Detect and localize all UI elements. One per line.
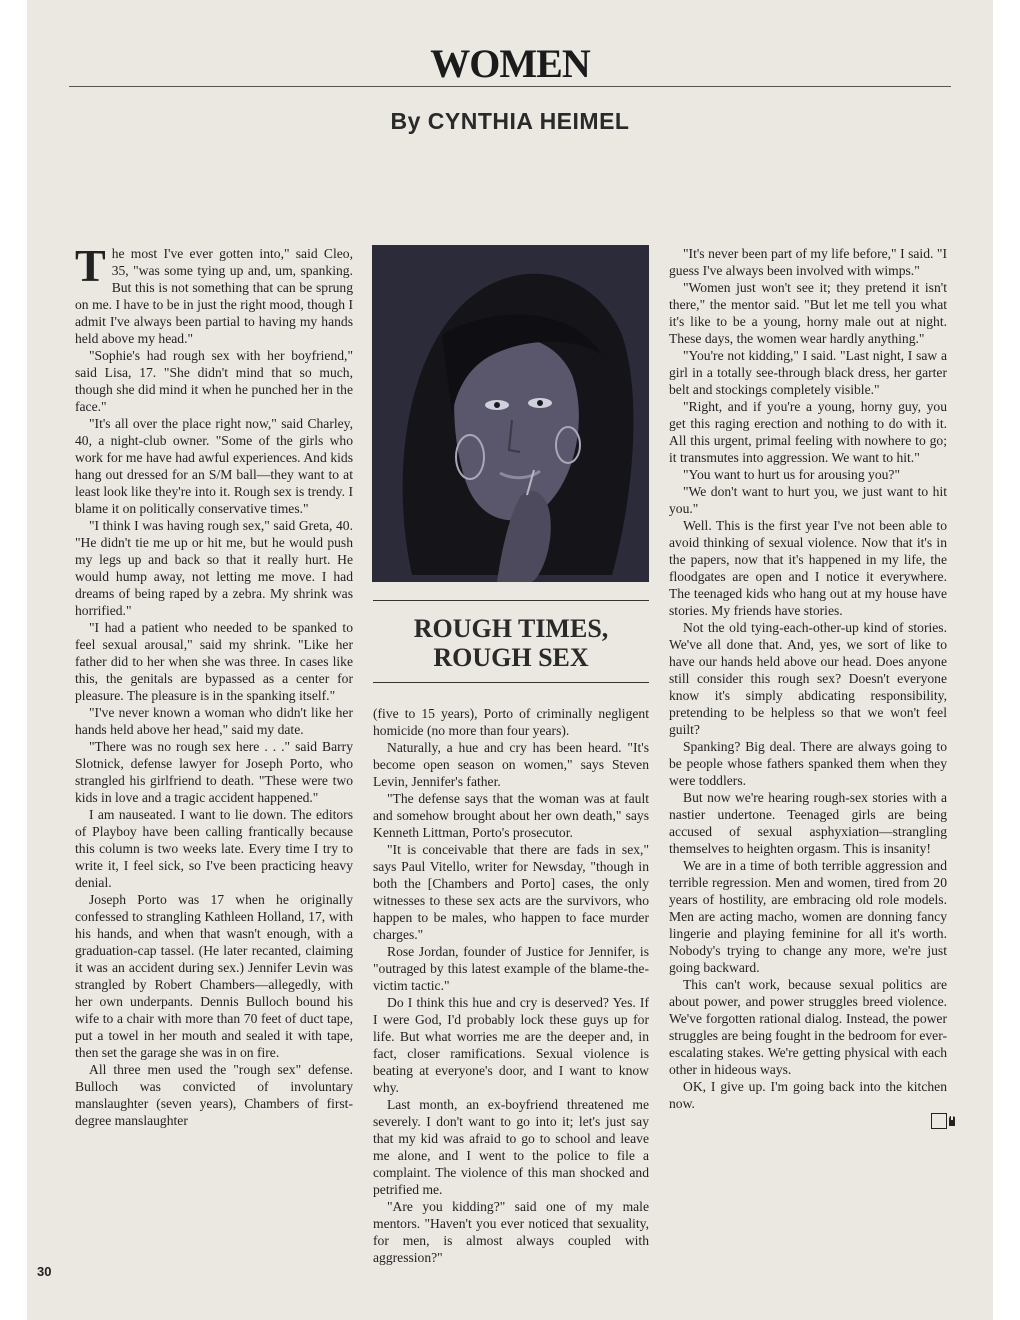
paragraph: "I've never known a woman who didn't like her hands held above her head," said my date.: [75, 705, 353, 737]
paragraph: Spanking? Big deal. There are always going to be people whose fathers spanked them when they were toddlers.: [669, 739, 947, 788]
paragraph: "I had a patient who needed to be spanked to feel sexual arousal," said my shrink. "Like her father did to her when she was three. In cases like this, the genitals are bypassed as a center for pleasure. The pleasure is in the spanking itself.": [75, 620, 353, 703]
text-column-3: [669, 245, 947, 1130]
section-title: WOMEN: [430, 41, 590, 86]
article-title-line-2: ROUGH SEX: [433, 643, 589, 672]
paragraph: Well. This is the first year I've not been able to avoid thinking of sexual violence. Now that it's in the papers, now that it's happened in my life, the floodgates are open and I notice it everywhere. The teenaged kids who hang out at my house have stories. My friends have stories.: [669, 518, 947, 618]
page-number: 30: [37, 1264, 52, 1279]
paragraph: "It is conceivable that there are fads in sex," says Paul Vitello, writer for Newsday, "though in both the [Chambers and Porto] cases, the only witnesses to these sex acts are the survivors, who happen to be males, who happen to face murder charges.": [373, 842, 649, 942]
rabbit-head-svg: [946, 1115, 958, 1127]
paragraph: "There was no rough sex here . . ." said Barry Slotnick, defense lawyer for Joseph Porto, who strangled his girlfriend to death. "These were two kids in love and a tragic accident happened.": [75, 739, 353, 805]
title-rule-bottom: [373, 682, 649, 683]
end-mark-line: [669, 1112, 947, 1130]
illustration-svg: [372, 245, 649, 582]
article-title: [373, 614, 649, 672]
text-column-2: [373, 705, 649, 1266]
paragraph: Do I think this hue and cry is deserved? Yes. If I were God, I'd probably lock these guys up for life. But what worries me are the deeper and, in fact, closer ramifications. Sexual violence is beating at everyone's door, and I want to know why.: [373, 995, 649, 1095]
title-rule-top: [373, 600, 649, 601]
paragraph: All three men used the "rough sex" defense. Bulloch was convicted of involuntary manslaughter (seven years), Chambers of first-degree manslaughter: [75, 1062, 353, 1128]
paragraph: "You want to hurt us for arousing you?": [683, 467, 901, 482]
paragraph: "The defense says that the woman was at fault and somehow brought about her own death," says Kenneth Littman, Porto's prosecutor.: [373, 791, 649, 840]
header-rule: [69, 86, 951, 87]
paragraph: "We don't want to hurt you, we just want to hit you.": [669, 484, 947, 516]
paragraph: "It's all over the place right now," said Charley, 40, a night-club owner. "Some of the girls who work for me have had awful experiences. And kids hang out dressed for an S/M ball—they want to at least look like they're into it. Rough sex is trendy. I blame it on politically conservative times.": [75, 416, 353, 516]
paragraph: Last month, an ex-boyfriend threatened me severely. I don't want to go into it; let's just say that my kid was afraid to go to school and leave me alone, and I went to the police to file a complaint. The violence of this man shocked and petrified me.: [373, 1097, 649, 1197]
article-title-line-1: ROUGH TIMES,: [413, 614, 609, 643]
paragraph: Rose Jordan, founder of Justice for Jennifer, is "outraged by this latest example of the blame-the-victim tactic.": [373, 944, 649, 993]
paragraph: I am nauseated. I want to lie down. The editors of Playboy have been calling frantically because this column is two weeks late. Every time I try to write it, I feel sick, so I've been practicing heavy denial.: [75, 807, 353, 890]
paragraph: "Right, and if you're a young, horny guy, you get this raging erection and nothing to do with it. All this urgent, primal feeling with nowhere to go; it transmutes into aggression. We want to hit.": [669, 399, 947, 465]
paragraph-text: OK, I give up. I'm going back into the kitchen now.: [669, 1079, 947, 1111]
paragraph: "Sophie's had rough sex with her boyfriend," said Lisa, 17. "She didn't mind that so much, though she did mind it when he punched her in the face.": [75, 348, 353, 414]
paragraph-text: he most I've ever gotten into," said Cleo, 35, "was some tying up and, um, spanking. But this is not something that can be sprung on me. I have to be in just the right mood, though I admit I've always been partial to having my hands held above my head.": [75, 246, 353, 346]
paragraph: Joseph Porto was 17 when he originally confessed to strangling Kathleen Holland, 17, with his hands, and when that wasn't enough, with a graduation-cap tassel. (He later recanted, claiming it was an accident during sex.) Jennifer Levin was strangled by Robert Chambers—allegedly, with her own underpants. Dennis Bulloch bound his wife to a chair with more than 70 feet of duct tape, put a towel in her mouth and sealed it with tape, then set the garage she was in on fire.: [75, 892, 353, 1060]
text-column-1: [75, 240, 353, 1129]
paragraph: "You're not kidding," I said. "Last night, I saw a girl in a totally see-through black dress, her garter belt and stockings completely visible.": [669, 348, 947, 397]
paragraph: But now we're hearing rough-sex stories with a nastier undertone. Teenaged girls are being accused of sexual asphyxiation—strangling themselves to heighten orgasm. This is insanity!: [669, 790, 947, 856]
drop-cap: T: [75, 240, 106, 291]
paragraph: We are in a time of both terrible aggression and terrible regression. Men and women, tired from 20 years of hostility, are embracing old role models. Men are acting macho, women are donning fancy lingerie and playing feminine for all it's worth. Nobody's trying to change any more, we're just going backward.: [669, 858, 947, 975]
paragraph: [75, 240, 353, 347]
paragraph: "I think I was having rough sex," said Greta, 40. "He didn't tie me up or hit me, but he would push my legs up and back so that it really hurt. He would hump away, not letting me move. I had dreams of being raped by a zebra. My shrink was horrified.": [75, 518, 353, 618]
paragraph: "Women just won't see it; they pretend it isn't there," the mentor said. "But let me tell you what it's like to be a young, horny male out at night. These days, the women wear hardly anything.": [669, 280, 947, 346]
magazine-page: [27, 0, 993, 1320]
paragraph: Not the old tying-each-other-up kind of stories. We've all done that. And, yes, we sort of like to have our hands held above our head. Does anyone still consider this rough sex? Doesn't everyone know it's simply abdicating responsibility, pretending to be helpless so that we won't feel guilt?: [669, 620, 947, 737]
paragraph: "It's never been part of my life before," I said. "I guess I've always been involved with wimps.": [669, 246, 947, 278]
paragraph: "Are you kidding?" said one of my male mentors. "Haven't you ever noticed that sexuality, for men, is almost always coupled with aggression?": [373, 1199, 649, 1265]
paragraph: Naturally, a hue and cry has been heard. "It's become open season on women," says Steven Levin, Jennifer's father.: [373, 740, 649, 789]
paragraph: (five to 15 years), Porto of criminally negligent homicide (no more than four years).: [373, 706, 649, 738]
woman-portrait-illustration: [372, 245, 649, 582]
rabbit-head-end-mark-icon: [931, 1113, 947, 1129]
paragraph: This can't work, because sexual politics are about power, and power struggles breed violence. We've forgotten rational dialog. Instead, the power struggles are being fought in the bedroom for ever-escalating stakes. We're getting physical with each other in hideous ways.: [669, 977, 947, 1077]
byline: By CYNTHIA HEIMEL: [390, 108, 630, 134]
paragraph: [669, 1078, 947, 1112]
